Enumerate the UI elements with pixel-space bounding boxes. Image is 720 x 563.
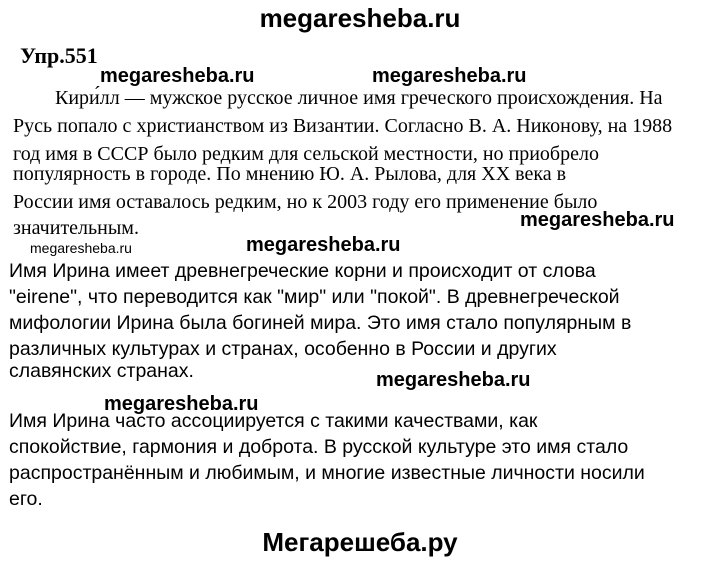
paragraph-3-line-2: спокойствие, гармония и доброта. В русской культуре это имя стало: [9, 436, 629, 458]
paragraph-2-line-5: славянских странах.: [9, 360, 194, 382]
paragraph-1-line-3: год имя в СССР было редким для сельской местности, но приобрело: [13, 143, 599, 165]
paragraph-1-line-4: популярность в городе. По мнению Ю. А. Рылова, для XX века в: [13, 163, 567, 185]
paragraph-1-line-1: Кири́лл — мужское русское личное имя греческого происхождения. На: [55, 87, 663, 109]
paragraph-3-line-1: Имя Ирина часто ассоциируется с такими качествами, как: [9, 410, 538, 432]
paragraph-2-line-4: различных культурах и странах, особенно в России и других: [9, 338, 557, 360]
site-header: megaresheba.ru: [259, 3, 461, 33]
watermark: megaresheba.ru: [372, 65, 527, 87]
paragraph-2-line-3: мифологии Ирина была богиней мира. Это имя стало популярным в: [9, 312, 632, 334]
site-footer: Мегарешеба.ру: [262, 527, 458, 557]
paragraph-1-line-2: Русь попало с христианством из Византии. Согласно В. А. Никонову, на 1988: [13, 115, 673, 137]
paragraph-1-line-6: значительным.: [13, 217, 139, 239]
paragraph-1-line-5: России имя оставалось редким, но к 2003 году его применение было: [13, 191, 598, 213]
paragraph-3-line-3: распространённым и любимым, и многие известные личности носили: [9, 462, 645, 484]
watermark: megaresheba.ru: [246, 234, 401, 256]
watermark: megaresheba.ru: [376, 369, 531, 391]
paragraph-2-line-2: "eirene", что переводится как "мир" или "покой". В древнегреческой: [9, 286, 620, 308]
exercise-number: Упр.551: [20, 43, 98, 68]
paragraph-2-line-1: Имя Ирина имеет древнегреческие корни и происходит от слова: [9, 260, 596, 282]
paragraph-3-line-4: его.: [9, 488, 43, 510]
watermark: megaresheba.ru: [520, 209, 675, 231]
watermark: megaresheba.ru: [100, 65, 255, 87]
watermark: megaresheba.ru: [104, 393, 259, 415]
watermark: megaresheba.ru: [30, 240, 132, 256]
